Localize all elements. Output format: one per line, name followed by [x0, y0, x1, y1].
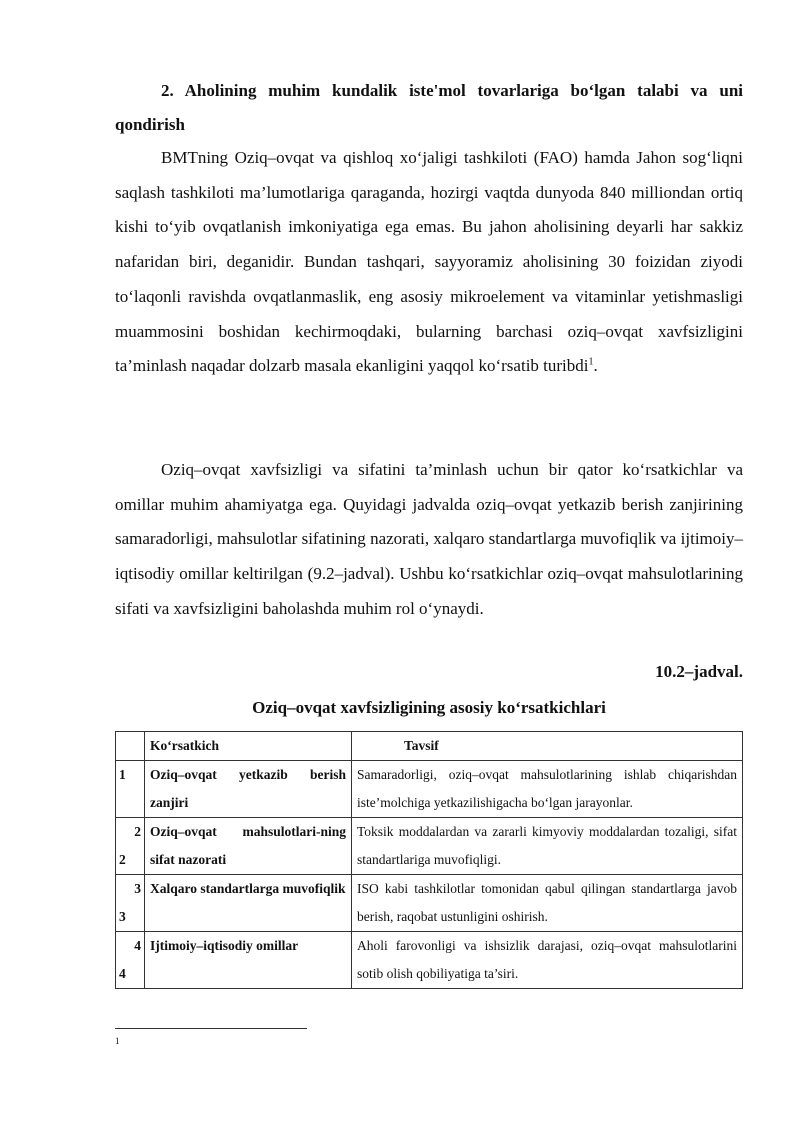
footnote-reference[interactable]: 1: [588, 356, 594, 368]
table-number: 10.2–jadval.: [655, 662, 743, 681]
table-row: [116, 818, 743, 875]
section-heading: 2. Aholining muhim kundalik iste'mol tovarlariga bo‘lgan talabi va uni qondirish: [115, 81, 743, 134]
paragraph-1-end: .: [593, 356, 598, 376]
indicators-table: [115, 731, 743, 989]
table-title: Oziq–ovqat xavfsizligining asosiy ko‘rsatkichlari: [252, 698, 606, 717]
row-number-bottom: 4: [119, 966, 126, 981]
table-row: [116, 875, 743, 932]
row-indicator: Ijtimoiy–iqtisodiy omillar: [145, 932, 352, 989]
header-number: [116, 732, 145, 761]
row-number-bottom: 1: [119, 767, 126, 782]
row-number: [116, 932, 145, 989]
row-indicator: Xalqaro standartlarga muvofiqlik: [145, 875, 352, 932]
footnote-divider: [115, 1028, 307, 1029]
row-number: [116, 818, 145, 875]
table-row: [116, 932, 743, 989]
row-indicator: Oziq–ovqat yetkazib berish zanjiri: [145, 761, 352, 818]
header-description: Tavsif: [352, 732, 743, 761]
row-number: [116, 875, 145, 932]
row-indicator: Oziq–ovqat mahsulotlari-ning sifat nazorati: [145, 818, 352, 875]
row-number-bottom: 3: [119, 909, 126, 924]
row-number: [116, 761, 145, 818]
paragraph-1: [115, 141, 743, 384]
row-number-top: 3: [134, 881, 141, 896]
footnote-mark: 1: [115, 1036, 120, 1046]
row-number-bottom: 2: [119, 852, 126, 867]
header-indicator: Ko‘rsatkich: [145, 732, 352, 761]
table-header-row: [116, 732, 743, 761]
row-number-top: 4: [134, 938, 141, 953]
table-row: [116, 761, 743, 818]
row-description: Aholi farovonligi va ishsizlik darajasi, oziq–ovqat mahsulotlarini sotib olish qobiliyatiga ta’siri.: [352, 932, 743, 989]
row-description: ISO kabi tashkilotlar tomonidan qabul qilingan standartlarga javob berish, raqobat ustunligini oshirish.: [352, 875, 743, 932]
row-description: Samaradorligi, oziq–ovqat mahsulotlarining ishlab chiqarishdan iste’molchiga yetkazilishigacha bo‘lgan jarayonlar.: [352, 761, 743, 818]
row-description: Toksik moddalardan va zararli kimyoviy moddalardan tozaligi, sifat standartlariga muvofiqligi.: [352, 818, 743, 875]
paragraph-1-text: BMTning Oziq–ovqat va qishloq xo‘jaligi tashkiloti (FAO) hamda Jahon sog‘liqni saqlash tashkiloti ma’lumotlariga qaraganda, hozirgi vaqtda dunyoda 840 milliondan ortiq kishi to‘yib ovqatlanish imkoniyatiga ega emas. Bu jahon aholisining deyarli har sakkiz nafaridan biri, deganidir. Bundan tashqari, sayyoramiz aholisining 30 foizidan ziyodi to‘laqonli ravishda ovqatlanmaslik, eng asosiy mikroelement va vitaminlar yetishmasligi muammosini boshidan kechirmoqdaki, bularning barchasi oziq–ovqat xavfsizligini ta’minlash naqadar dolzarb masala ekanligini yaqqol ko‘rsatib turibdi: [115, 148, 743, 376]
paragraph-2: Oziq–ovqat xavfsizligi va sifatini ta’minlash uchun bir qator ko‘rsatkichlar va omillar muhim ahamiyatga ega. Quyidagi jadvalda oziq–ovqat yetkazib berish zanjirining samaradorligi, mahsulotlar sifatining nazorati, xalqaro standartlarga muvofiqlik va ijtimoiy–iqtisodiy omillar keltirilgan (9.2–jadval). Ushbu ko‘rsatkichlar oziq–ovqat mahsulotlarining sifati va xavfsizligini baholashda muhim rol o‘ynaydi.: [115, 460, 743, 618]
row-number-top: 2: [134, 824, 141, 839]
